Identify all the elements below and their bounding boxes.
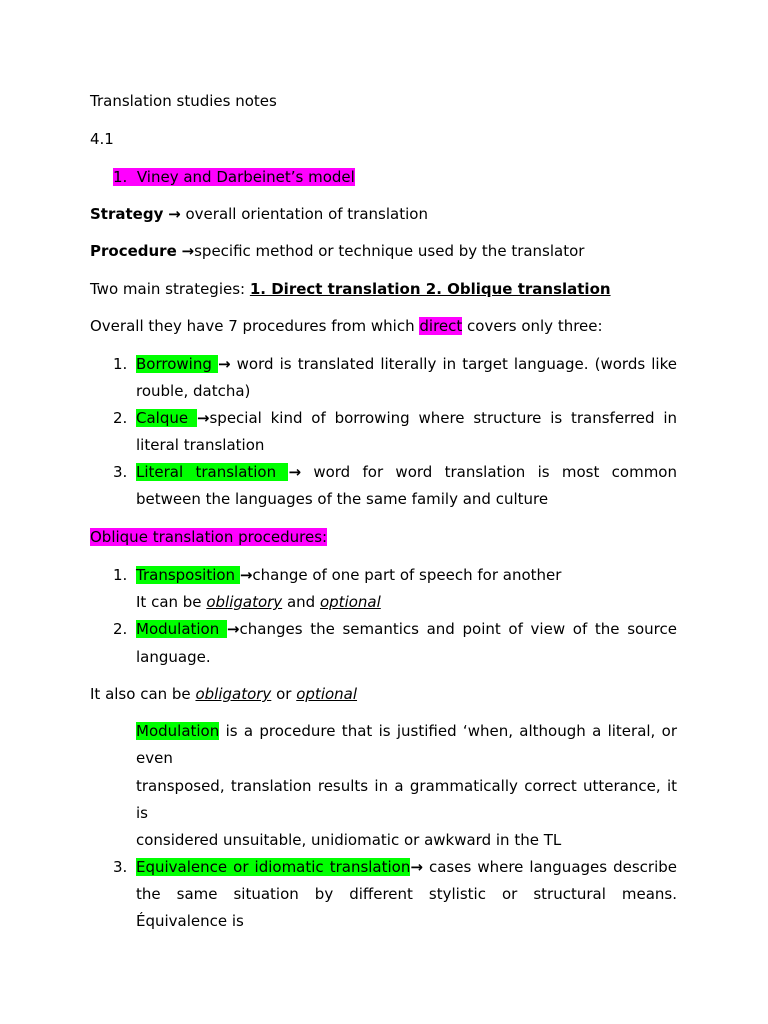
overall-after: covers only three: [467,317,603,335]
strategy-text: overall orientation of translation [185,205,428,223]
list-number: 2. [113,409,128,427]
oblique-heading [90,527,327,547]
item-continuation: rouble, datcha) [136,382,251,400]
item-text: change of one part of speech for another [252,566,562,584]
term-highlight: Equivalence or idiomatic translation [136,858,411,876]
item-continuation: between the languages of the same family and culture [136,490,549,508]
arrow-icon: → [226,620,240,638]
item-continuation: language. [136,648,211,666]
strategy-definition [90,204,428,224]
strategies-prefix: Two main strategies: [90,280,246,298]
item-text: word is translated literally in target language. (words like [236,355,677,373]
arrow-icon: → [288,463,302,481]
section-number: 4.1 [90,130,114,148]
note-text: and [286,593,316,611]
list-item-borrowing [136,354,677,374]
list-number: 2. [113,620,128,638]
term-highlight: Transposition [136,566,240,584]
arrow-icon: → [196,409,210,427]
optional-term: optional [319,593,381,611]
modulation-quote-line [136,721,677,741]
item-text: word for word translation is most common [313,463,677,481]
quote-continuation: considered unsuitable, unidiomatic or awkward in the TL [136,831,562,849]
document-title: Translation studies notes [90,92,277,110]
heading-text: Viney and Darbeinet’s model [136,168,355,186]
list-number: 1. [113,566,128,584]
note-text: It can be [136,593,202,611]
term-highlight: Modulation [136,722,220,740]
item-text: cases where languages describe [428,858,677,876]
list-number: 3. [113,858,128,876]
arrow-icon: → [239,566,253,584]
strategy-label: Strategy [90,205,164,223]
procedure-definition [90,241,584,261]
term-highlight: Calque [136,409,197,427]
list-number: 1. [113,355,128,373]
procedure-label: Procedure [90,242,177,260]
quote-continuation: even [136,749,173,767]
obligatory-term: obligatory [195,685,272,703]
list-number: 3. [113,463,128,481]
overall-procedures [90,316,603,336]
arrow-icon: → [410,858,423,876]
direct-highlight: direct [419,317,463,335]
term-highlight: Modulation [136,620,227,638]
also-note [90,684,357,704]
item-continuation: Équivalence is [136,912,244,930]
quote-continuation: is [136,804,148,822]
transposition-note [136,592,381,612]
list-item-literal-translation [136,462,677,482]
item-text: changes the semantics and point of view of the source [239,620,678,638]
item-continuation: the same situation by different stylistic or structural means. [136,885,677,903]
arrow-icon: → [181,242,195,260]
term-highlight: Literal translation [136,463,289,481]
arrow-icon: → [217,355,231,373]
list-item-calque [136,408,677,428]
list-item-equivalence [136,857,677,877]
procedure-text: specific method or technique used by the translator [194,242,585,260]
note-text: It also can be [90,685,191,703]
term-highlight: Borrowing [136,355,218,373]
model-heading [113,167,355,187]
list-item-transposition [136,565,561,585]
arrow-icon: → [168,205,181,223]
optional-term: optional [296,685,358,703]
oblique-heading-highlight: Oblique translation procedures: [90,528,328,546]
item-text: special kind of borrowing where structure is transferred in [209,409,678,427]
item-continuation: literal translation [136,436,265,454]
note-text: or [276,685,292,703]
quote-text: is a procedure that is justified ‘when, although a literal, or [225,722,677,740]
main-strategies [90,279,611,299]
overall-before: Overall they have 7 procedures from which [90,317,415,335]
obligatory-term: obligatory [206,593,283,611]
strategies-value: 1. Direct translation 2. Oblique translation [249,280,611,298]
list-item-modulation [136,619,677,639]
model-heading-highlight [113,168,355,186]
quote-continuation: transposed, translation results in a grammatically correct utterance, it [136,777,677,795]
heading-number: 1. [113,168,128,186]
